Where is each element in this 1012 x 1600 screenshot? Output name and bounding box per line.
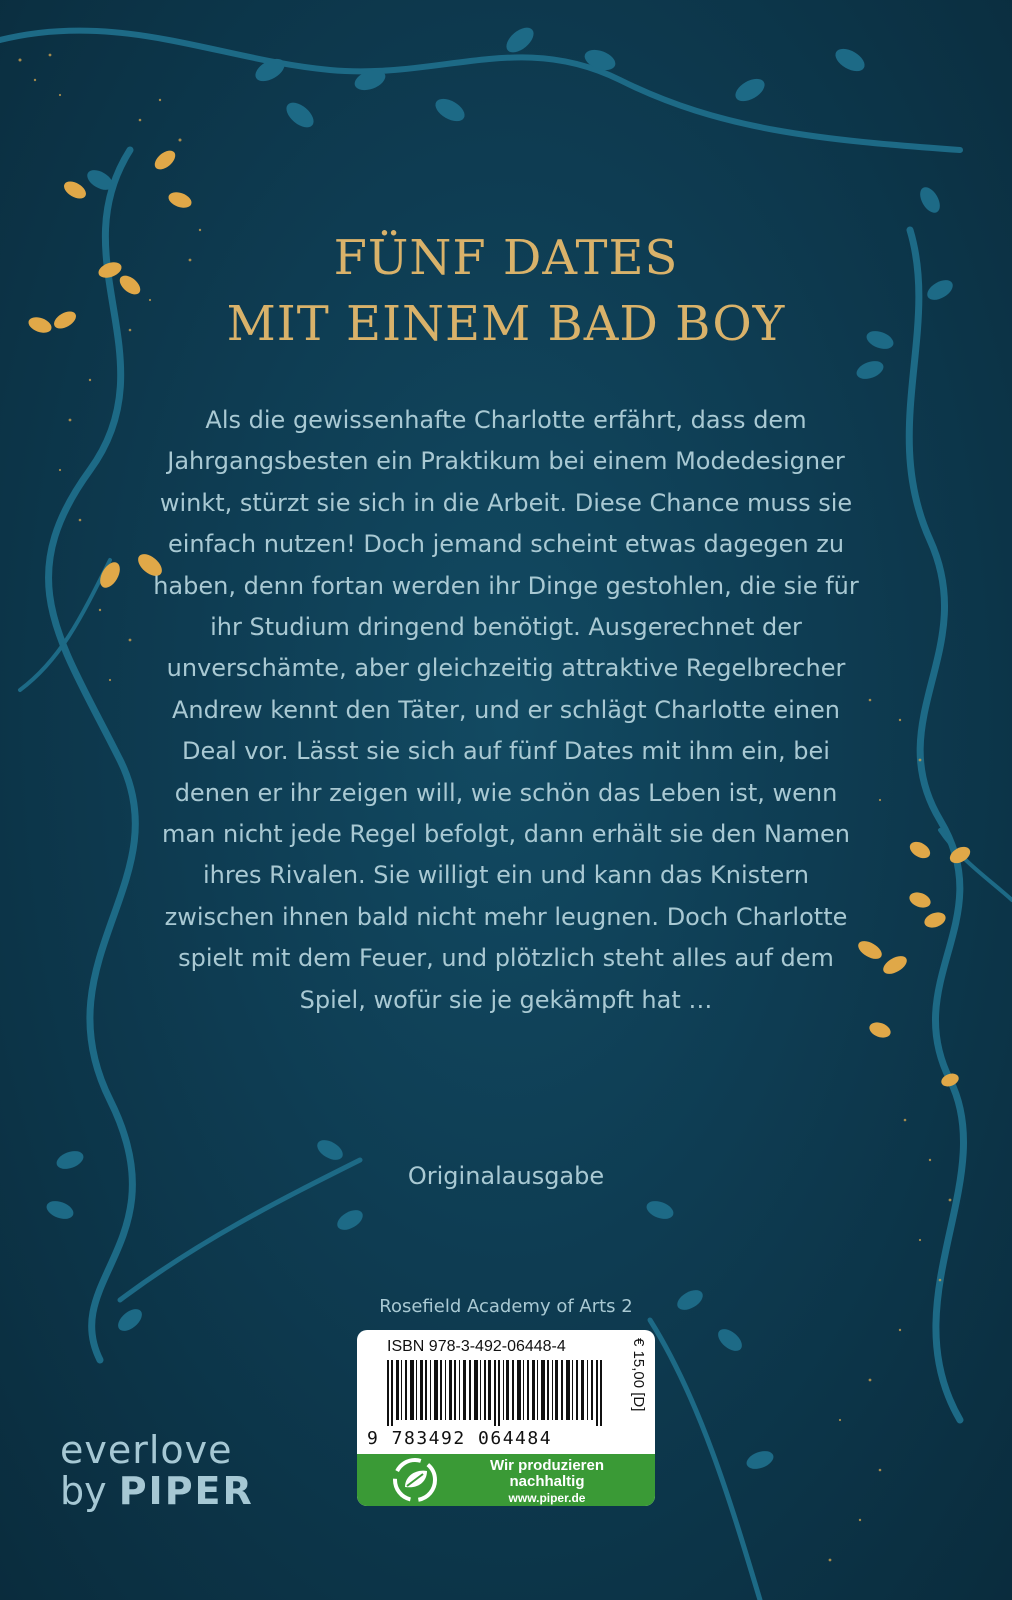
isbn-label: ISBN 978-3-492-06448-4	[387, 1338, 566, 1355]
barcode-digits: 9 783492 064484	[367, 1428, 553, 1449]
price-label: € 15,00 [D]	[630, 1338, 647, 1412]
barcode-icon	[387, 1360, 617, 1426]
sustainability-badge	[357, 1454, 655, 1506]
imprint-name: everlove	[60, 1428, 233, 1472]
book-title-line-2: MIT EINEM BAD BOY	[226, 296, 786, 352]
publisher-name: PIPER	[118, 1469, 254, 1513]
publisher-logo	[60, 1430, 290, 1512]
recycle-leaf-icon	[383, 1457, 447, 1503]
sustainability-line-2: nachhaltig	[509, 1473, 585, 1490]
barcode-panel	[357, 1330, 655, 1506]
edition-label: Originalausgabe	[407, 1162, 605, 1190]
series-label: Rosefield Academy of Arts 2	[379, 1296, 633, 1317]
book-title-line-1: FÜNF DATES	[333, 230, 679, 286]
publisher-url: www.piper.de	[508, 1491, 586, 1505]
sustainability-text	[457, 1458, 637, 1506]
by-label: by	[60, 1469, 107, 1513]
sustainability-line-1: Wir produzieren	[489, 1457, 605, 1474]
book-blurb: Als die gewissenhafte Charlotte erfährt, dass dem Jahrgangsbesten ein Praktikum bei einem Modedesigner winkt, stürzt sie sich in die Arbeit. Diese Chance muss sie einfach nutzen! Doch jemand scheint etwas dagegen zu haben, denn fortan werden ihr Dinge gestohlen, die sie für ihr Studium dringend benötigt. Ausgerechnet der unverschämte, aber gleichzeitig attraktive Regelbrecher Andrew kennt den Täter, und er schlägt Charlotte einen Deal vor. Lässt sie sich auf fünf Dates mit ihm ein, bei denen er ihr zeigen will, wie schön das Leben ist, wenn man nicht jede Regel befolgt, dann erhält sie den Namen ihres Rivalen. Sie willigt ein und kann das Knistern zwischen ihnen bald nicht mehr leugnen. Doch Charlotte spielt mit dem Feuer, und plötzlich steht alles auf dem Spiel, wofür sie je gekämpft hat …	[153, 406, 859, 1014]
publisher-byline	[60, 1470, 290, 1512]
